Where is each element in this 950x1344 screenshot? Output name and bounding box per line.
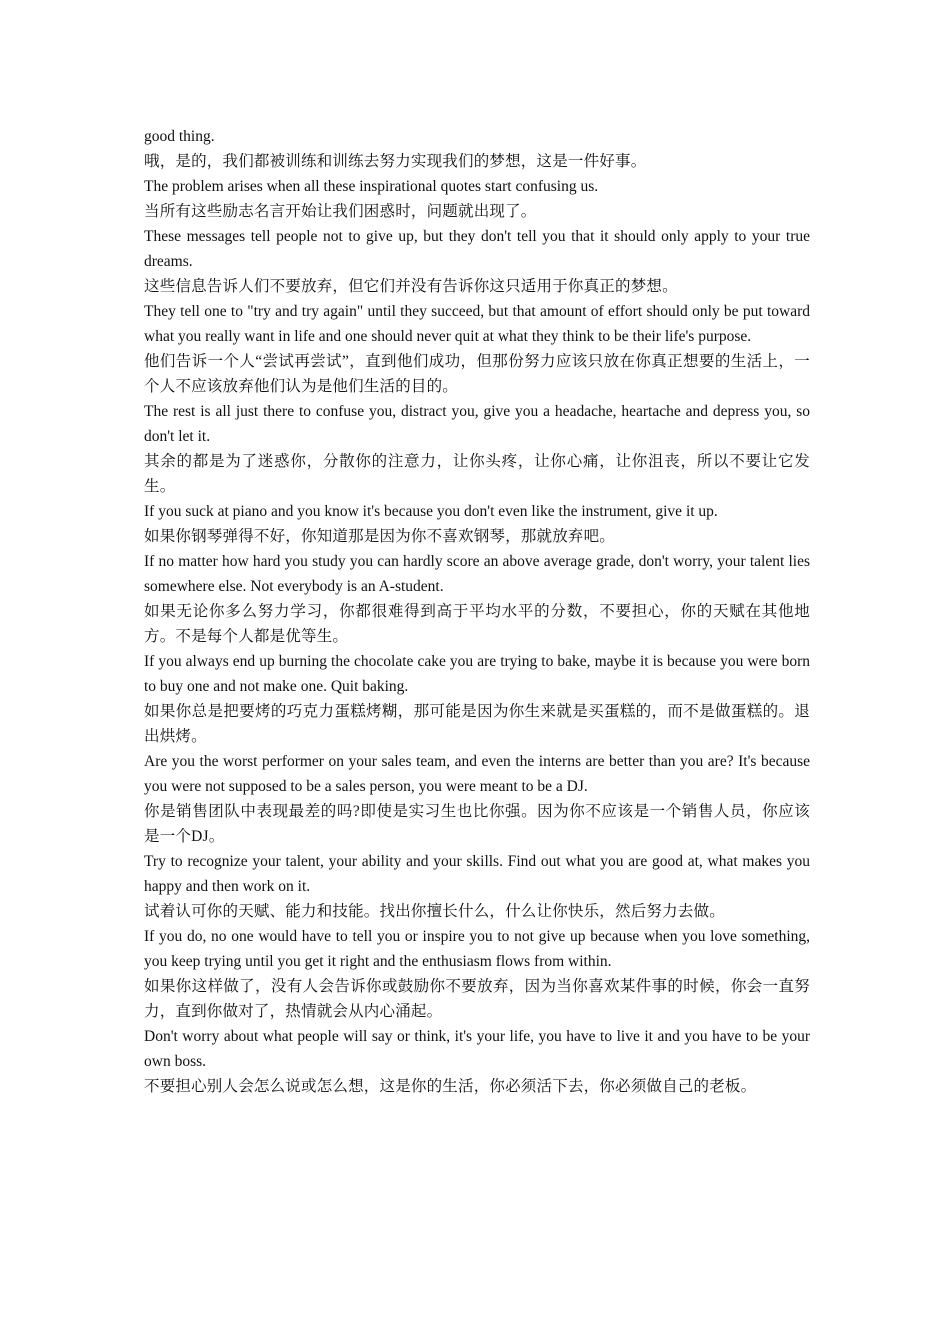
paragraph-zh: 哦，是的，我们都被训练和训练去努力实现我们的梦想，这是一件好事。 — [144, 153, 647, 170]
paragraph-zh: 如果你总是把要烤的巧克力蛋糕烤糊，那可能是因为你生来就是买蛋糕的，而不是做蛋糕的。退出烘烤。 — [144, 703, 810, 745]
paragraph-zh: 其余的都是为了迷惑你，分散你的注意力，让你头疼，让你心痛，让你沮丧，所以不要让它发生。 — [144, 453, 810, 495]
paragraph-zh: 如果无论你多么努力学习，你都很难得到高于平均水平的分数，不要担心，你的天赋在其他地方。不是每个人都是优等生。 — [144, 603, 810, 645]
paragraph-en: Don't worry about what people will say or think, it's your life, you have to live it and you have to be your own boss. — [144, 1028, 810, 1070]
paragraph-zh: 试着认可你的天赋、能力和技能。找出你擅长什么，什么让你快乐，然后努力去做。 — [144, 903, 725, 920]
paragraph-zh: 如果你钢琴弹得不好，你知道那是因为你不喜欢钢琴，那就放弃吧。 — [144, 528, 616, 545]
paragraph-en: They tell one to "try and try again" until they succeed, but that amount of effort should only be put toward what you really want in life and one should never quit at what they think to be their life's purpose. — [144, 303, 810, 345]
paragraph-en: If you do, no one would have to tell you or inspire you to not give up because when you love something, you keep trying until you get it right and the enthusiasm flows from within. — [144, 928, 810, 970]
paragraph-en: If you suck at piano and you know it's because you don't even like the instrument, give it up. — [144, 503, 718, 520]
paragraph-zh: 不要担心别人会怎么说或怎么想，这是你的生活，你必须活下去，你必须做自己的老板。 — [144, 1078, 757, 1095]
paragraph-en: If no matter how hard you study you can hardly score an above average grade, don't worry, your talent lies somewhere else. Not everybody is an A-student. — [144, 553, 810, 595]
paragraph-zh: 他们告诉一个人“尝试再尝试”，直到他们成功，但那份努力应该只放在你真正想要的生活上，一个人不应该放弃他们认为是他们生活的目的。 — [144, 353, 810, 395]
paragraph-zh: 当所有这些励志名言开始让我们困惑时，问题就出现了。 — [144, 203, 537, 220]
paragraph-zh: 如果你这样做了，没有人会告诉你或鼓励你不要放弃，因为当你喜欢某件事的时候，你会一直努力，直到你做对了，热情就会从内心涌起。 — [144, 978, 810, 1020]
paragraph-en: If you always end up burning the chocolate cake you are trying to bake, maybe it is because you were born to buy one and not make one. Quit baking. — [144, 653, 810, 695]
document-body — [144, 124, 810, 1099]
paragraph-en: These messages tell people not to give up, but they don't tell you that it should only apply to your true dreams. — [144, 228, 810, 270]
paragraph-en: good thing. — [144, 128, 215, 145]
paragraph-zh: 这些信息告诉人们不要放弃，但它们并没有告诉你这只适用于你真正的梦想。 — [144, 278, 678, 295]
paragraph-zh: 你是销售团队中表现最差的吗?即使是实习生也比你强。因为你不应该是一个销售人员，你应该是一个DJ。 — [144, 803, 810, 845]
paragraph-en: The rest is all just there to confuse you, distract you, give you a headache, heartache and depress you, so don't let it. — [144, 403, 810, 445]
paragraph-en: Try to recognize your talent, your ability and your skills. Find out what you are good at, what makes you happy and then work on it. — [144, 853, 810, 895]
paragraph-en: The problem arises when all these inspirational quotes start confusing us. — [144, 178, 599, 195]
paragraph-en: Are you the worst performer on your sales team, and even the interns are better than you are? It's because you were not supposed to be a sales person, you were meant to be a DJ. — [144, 753, 810, 795]
